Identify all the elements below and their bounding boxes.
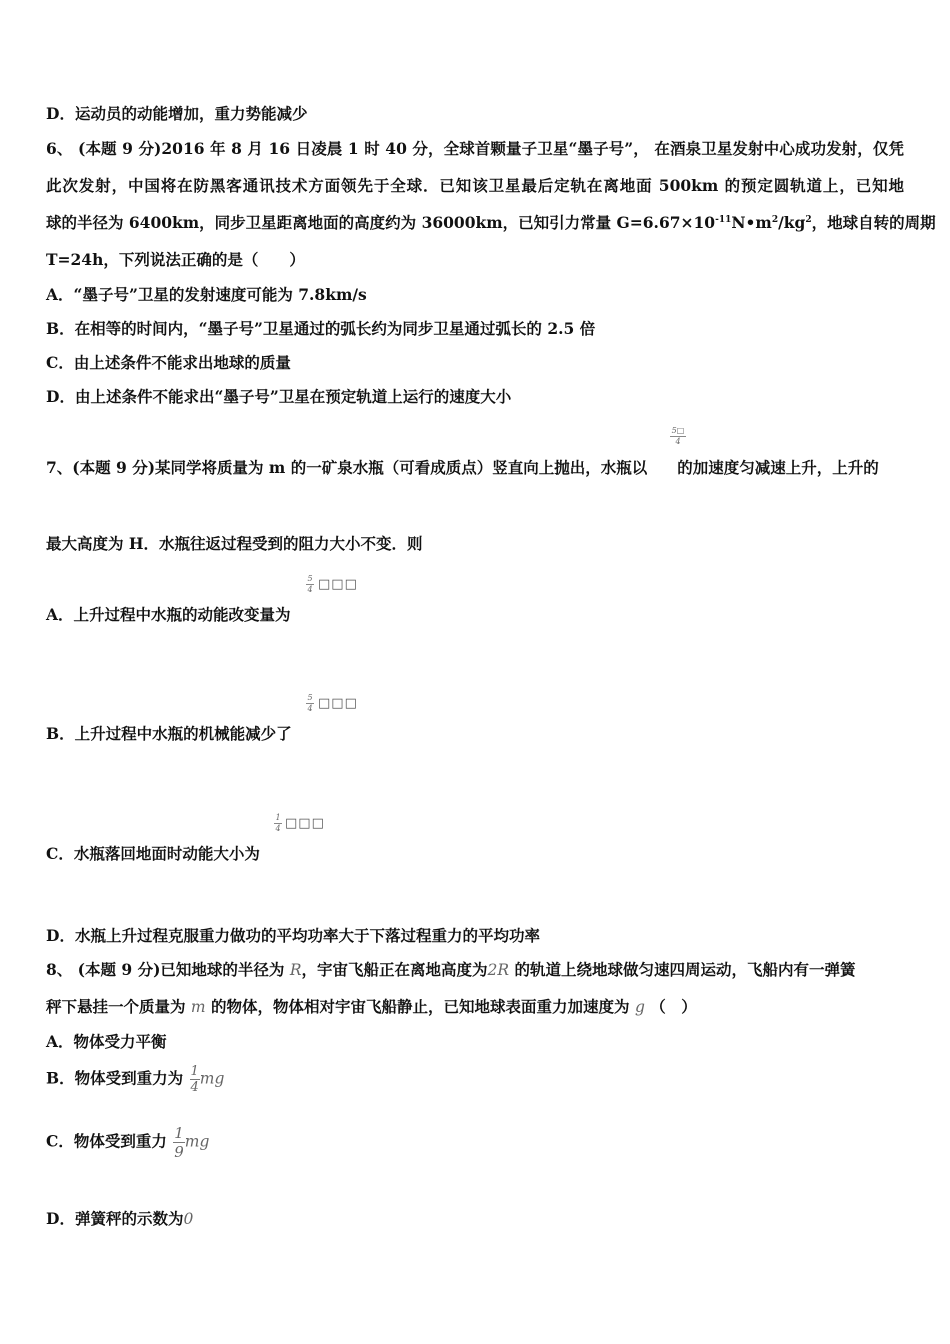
- q6-unit2: /kg: [778, 213, 806, 232]
- q8-b-mg: mg: [199, 1069, 225, 1088]
- q8-stem-line2: [46, 995, 697, 1017]
- q6-unit: N•m: [731, 213, 772, 232]
- q6-option-c: C．由上述条件不能求出地球的质量: [46, 353, 291, 372]
- q6-line3-text: 球的半径为 6400km，同步卫星距离地面的高度约为 36000km，已知引力常量 G=6.67×10: [46, 213, 716, 232]
- q8-option-d-text: D．弹簧秤的示数为: [46, 1209, 184, 1228]
- q7-b-fraction: [306, 693, 314, 714]
- q8-stem-a: 8、 (本题 9 分)已知地球的半径为: [46, 960, 285, 979]
- q7-a-fraction: [306, 574, 314, 595]
- q8-stem2-b: 的物体，物体相对宇宙飞船静止，已知地球表面重力加速度为: [211, 997, 630, 1016]
- q8-option-b: [46, 1064, 224, 1095]
- q8-stem2-a: 秤下悬挂一个质量为: [46, 997, 186, 1016]
- q7-b-missing-glyphs: □□□: [318, 696, 358, 711]
- q7-option-b: B．上升过程中水瓶的机械能减少了: [46, 724, 292, 743]
- q8-d-value: 0: [183, 1210, 194, 1228]
- q7-a-missing-glyphs: □□□: [318, 577, 358, 592]
- q8-c-mg: mg: [184, 1132, 210, 1151]
- q8-stem-line1: [46, 958, 856, 980]
- q7-c-missing-glyphs: □□□: [285, 816, 325, 831]
- q6-option-b: B．在相等的时间内，“墨子号”卫星通过的弧长约为同步卫星通过弧长的 2.5 倍: [46, 319, 596, 338]
- q8-mass-symbol: m: [190, 998, 206, 1016]
- q7-b-den: 4: [307, 704, 313, 713]
- q8-height-symbol: 2R: [487, 961, 510, 979]
- q7-option-a: A．上升过程中水瓶的动能改变量为: [46, 605, 291, 624]
- q8-b-fraction: [190, 1064, 200, 1095]
- q6-stem-line2: 此次发射，中国将在防黑客通讯技术方面领先于全球．已知该卫星最后定轨在离地面 500km 的预定圆轨道上，已知地: [46, 176, 904, 195]
- q6-exp: -11: [715, 214, 732, 225]
- q7-stem-b: 的加速度匀减速上升，上升的: [677, 458, 879, 477]
- q8-stem2-c: （ ）: [650, 997, 697, 1016]
- q8-option-a: A．物体受力平衡: [46, 1032, 167, 1051]
- q6-exp2: 2: [771, 214, 779, 225]
- q7-c-fraction: [274, 813, 282, 834]
- q8-c-den: 9: [174, 1143, 184, 1161]
- q6-option-a: A．“墨子号”卫星的发射速度可能为 7.8km/s: [46, 285, 367, 304]
- q7-c-den: 4: [275, 824, 281, 833]
- q8-option-c-text: C．物体受到重力: [46, 1131, 167, 1151]
- q6-stem-line1: 6、 (本题 9 分)2016 年 8 月 16 日凌晨 1 时 40 分，全球首颗量子卫星“墨子号”， 在酒泉卫星发射中心成功发射，仅凭: [46, 139, 904, 158]
- q6-option-d: D．由上述条件不能求出“墨子号”卫星在预定轨道上运行的速度大小: [46, 387, 512, 406]
- q7-accel-fraction: [670, 426, 686, 447]
- q7-a-num: 5: [307, 574, 313, 583]
- q7-option-d: D．水瓶上升过程克服重力做功的平均功率大于下落过程重力的平均功率: [46, 926, 540, 945]
- q6-stem-line3: [46, 211, 936, 233]
- q8-c-fraction: [173, 1124, 185, 1161]
- q6-exp3: 2: [805, 214, 812, 225]
- q8-option-c: [46, 1124, 209, 1161]
- q6-stem-line4: T=24h，下列说法正确的是（ ）: [46, 250, 305, 269]
- q8-stem-c: 的轨道上绕地球做匀速四周运动，飞船内有一弹簧: [514, 960, 856, 979]
- q7-b-num: 5: [307, 693, 313, 702]
- q7-stem-line2: 最大高度为 H．水瓶往返过程受到的阻力大小不变．则: [46, 534, 423, 553]
- q7-stem-line1: [46, 456, 879, 478]
- q8-option-b-text: B．物体受到重力为: [46, 1068, 184, 1088]
- q8-radius-symbol: R: [289, 961, 302, 979]
- q7-accel-den: 4: [675, 437, 681, 446]
- q8-b-num: 1: [190, 1064, 199, 1079]
- q8-b-den: 4: [190, 1080, 199, 1095]
- q8-gravity-symbol: g: [634, 998, 645, 1016]
- q7-c-num: 1: [275, 813, 281, 822]
- q6-line3-end: ，地球自转的周期: [811, 213, 936, 232]
- q5-option-d: D．运动员的动能增加，重力势能减少: [46, 104, 308, 123]
- q7-a-den: 4: [307, 585, 313, 594]
- q8-c-num: 1: [174, 1124, 184, 1142]
- q8-option-d: [46, 1207, 193, 1229]
- q7-accel-num: 5□: [671, 426, 685, 435]
- q7-option-c: C．水瓶落回地面时动能大小为: [46, 844, 260, 863]
- q8-stem-b: ，宇宙飞船正在离地高度为: [301, 960, 488, 979]
- q7-stem-a: 7、(本题 9 分)某同学将质量为 m 的一矿泉水瓶（可看成质点）竖直向上抛出，水瓶以: [46, 458, 648, 477]
